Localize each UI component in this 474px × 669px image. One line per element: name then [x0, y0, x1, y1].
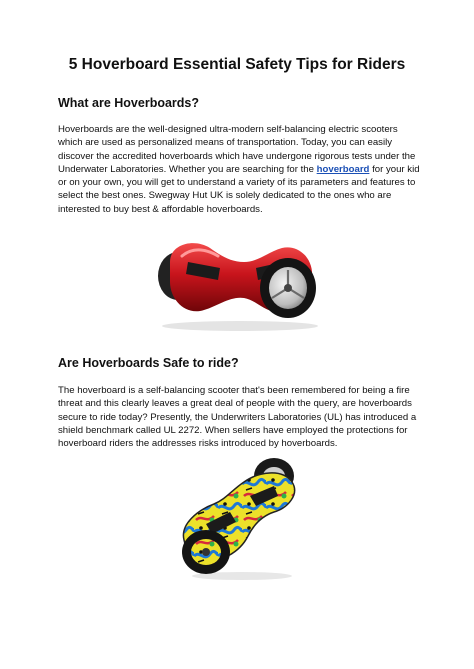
graffiti-hoverboard-image — [170, 452, 310, 582]
section-heading-are-hoverboards-safe: Are Hoverboards Safe to ride? — [58, 356, 239, 370]
paragraph-text-end: for your kid or on your own, you will get to understand a variety of its parameters and features to select the best ones. Swegway Hut UK is solely dedicated to the ones who are interested to buy best & affordable hoverboards. — [58, 163, 420, 215]
paragraph-text-start: Hoverboards are the well-designed ultra-modern self-balancing electric scooters which are used as personalized means of transportation. Today, you can easily discover the accredited hoverboards which have undergone rigorous tests under the Underwater Laboratories. Whether you are searching for the — [58, 124, 416, 175]
section-paragraph-what-are-hoverboards — [58, 123, 423, 216]
hoverboard-link[interactable]: hoverboard — [316, 163, 370, 175]
section-heading-what-are-hoverboards: What are Hoverboards? — [58, 96, 200, 110]
page-title: 5 Hoverboard Essential Safety Tips for Riders — [68, 56, 406, 73]
red-hoverboard-image — [148, 222, 328, 334]
section-paragraph-are-hoverboards-safe: The hoverboard is a self-balancing scooter that's been remembered for being a fire threat and this clearly leaves a great deal of people with the query, are hoverboards secure to ride today? Presently, the Underwriters Laboratories (UL) has introduced a shield benchmark called UL 2272. When sellers have employed the protections for hoverboard riders the addresses risks introduced by hoverboards. — [58, 385, 417, 450]
